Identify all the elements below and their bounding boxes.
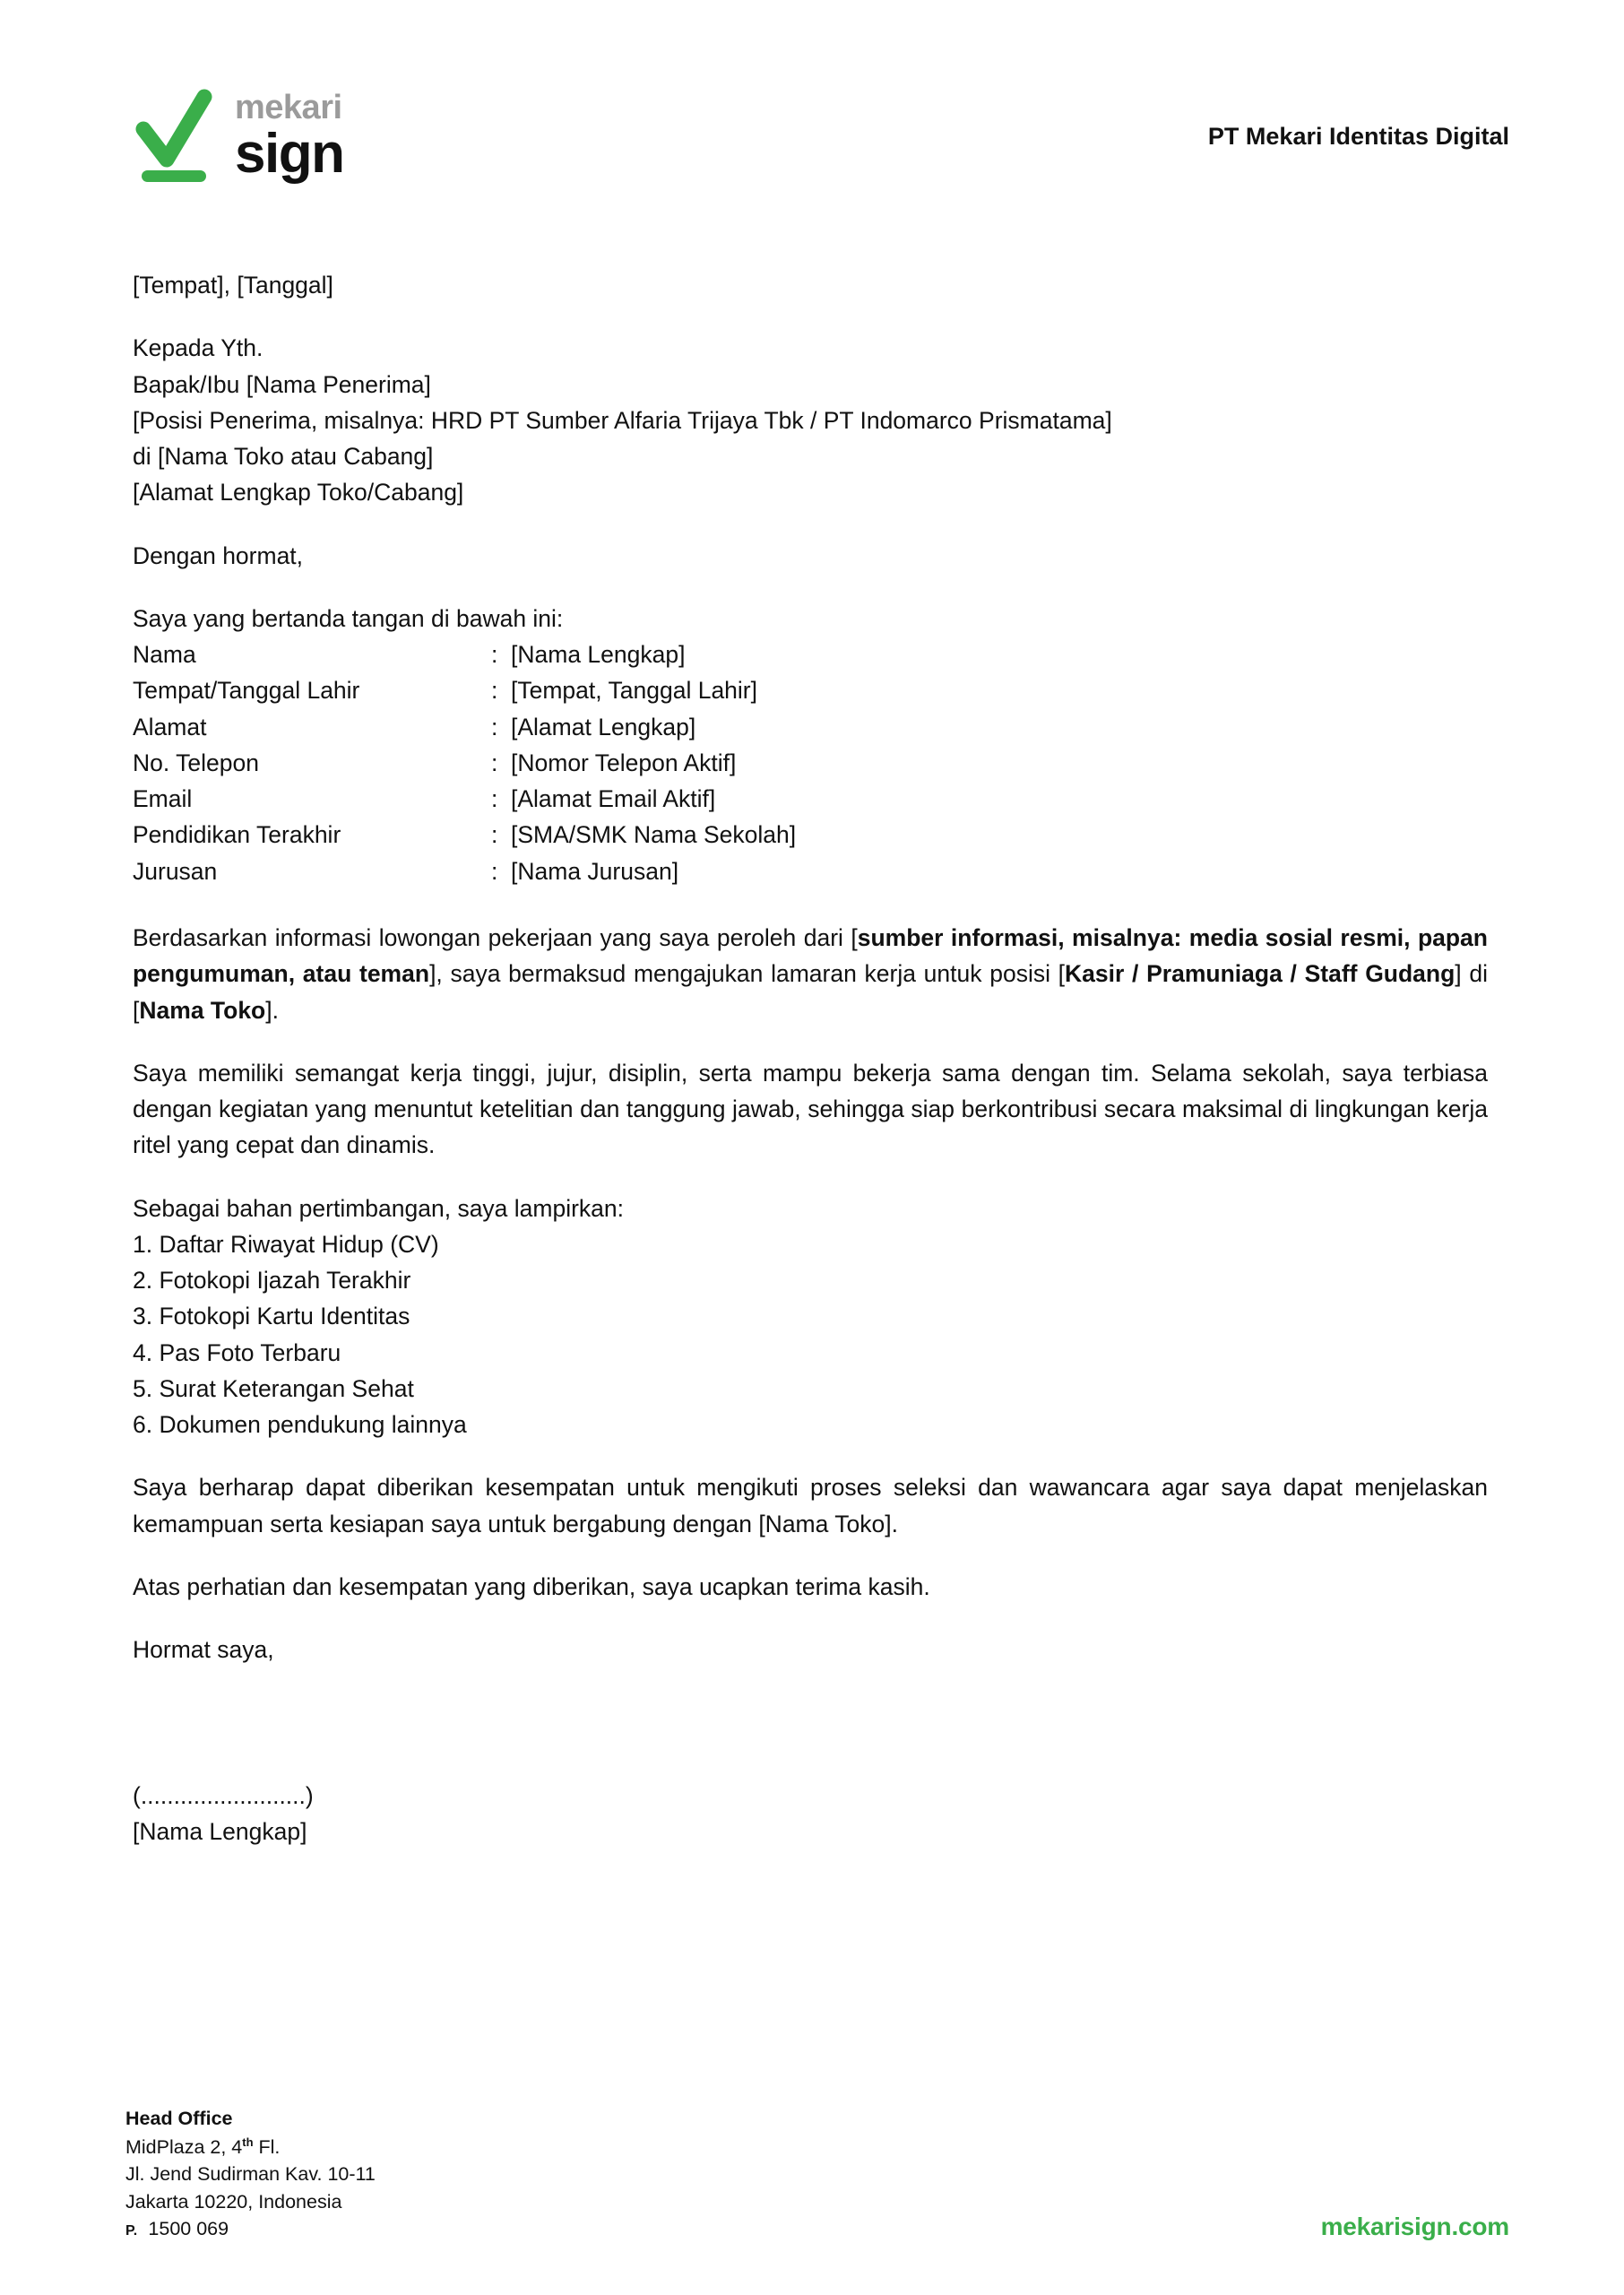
recipient-address: [Alamat Lengkap Toko/Cabang]: [133, 479, 464, 507]
list-item: 2. Fotokopi Ijazah Terakhir: [133, 1267, 411, 1295]
footer-phone-number: 1500 069: [148, 2218, 229, 2240]
personal-data-rows: [133, 637, 796, 889]
mekari-sign-logo: [133, 84, 343, 188]
logo-mekari-text: mekari: [235, 89, 342, 126]
footer-phone: [125, 2215, 376, 2243]
personal-data-intro: Saya yang bertanda tangan di bawah ini:: [133, 604, 564, 632]
footer-address-line-3: Jakarta 10220, Indonesia: [125, 2190, 342, 2213]
field-value: [Alamat Lengkap]: [511, 713, 696, 740]
thanks-paragraph: Atas perhatian dan kesempatan yang diberikan, saya ucapkan terima kasih.: [133, 1572, 930, 1600]
source-bold3: Nama Toko: [139, 996, 266, 1024]
field-separator: :: [491, 641, 498, 669]
source-paragraph: [133, 920, 1488, 1028]
recipient-salutation: Kepada Yth.: [133, 334, 263, 362]
field-value: [Tempat, Tanggal Lahir]: [511, 677, 757, 705]
greeting-line: Dengan hormat,: [133, 541, 304, 569]
list-item: 4. Pas Foto Terbaru: [133, 1338, 341, 1366]
place-date-line: [Tempat], [Tanggal]: [133, 272, 333, 299]
field-value: [SMA/SMK Nama Sekolah]: [511, 821, 797, 849]
document-footer: [125, 2105, 1509, 2243]
field-label: Alamat: [133, 713, 207, 740]
recipient-name: Bapak/Ibu [Nama Penerima]: [133, 370, 431, 398]
footer-website-link[interactable]: mekarisign.com: [1320, 2213, 1509, 2240]
document-header: [133, 82, 1509, 190]
field-label: Jurusan: [133, 857, 218, 885]
hope-paragraph: Saya berharap dapat diberikan kesempatan untuk mengikuti proses seleksi dan wawancara agar saya dapat menjelaskan kemampuan serta kesiapan saya untuk bergabung dengan [Nama Toko].: [133, 1474, 1488, 1537]
signature-space: [133, 1695, 1488, 1778]
source-part4: ].: [265, 996, 279, 1024]
table-row: [133, 672, 796, 708]
footer-address-line-1-pre: MidPlaza 2, 4: [125, 2135, 243, 2158]
field-separator: :: [491, 857, 498, 885]
source-part2: ], saya bermaksud mengajukan lamaran kerja untuk posisi [: [429, 960, 1066, 988]
company-name: PT Mekari Identitas Digital: [1207, 122, 1509, 150]
footer-address-line-1: [125, 2134, 376, 2161]
field-separator: :: [491, 821, 498, 849]
table-row: [133, 781, 796, 817]
source-part3: ] di [: [133, 960, 1488, 1024]
list-item: 3. Fotokopi Kartu Identitas: [133, 1303, 410, 1330]
logo-wordmark: [235, 89, 344, 185]
source-bold1: sumber informasi, misalnya: media sosial resmi, papan pengumuman, atau teman: [133, 923, 1488, 988]
table-row: [133, 745, 796, 781]
recipient-position: [Posisi Penerima, misalnya: HRD PT Sumber Alfaria Trijaya Tbk / PT Indomarco Prismatama]: [133, 406, 1112, 434]
field-separator: :: [491, 749, 498, 776]
letter-body: [133, 267, 1488, 1849]
field-separator: :: [491, 677, 498, 705]
footer-address-line-2: Jl. Jend Sudirman Kav. 10-11: [125, 2163, 376, 2186]
footer-office-title: Head Office: [125, 2108, 233, 2130]
source-part1: Berdasarkan informasi lowongan pekerjaan yang saya peroleh dari [: [133, 923, 858, 951]
closing-line: Hormat saya,: [133, 1636, 274, 1664]
personal-data-table: [133, 637, 796, 889]
footer-address-line-1-post: Fl.: [253, 2135, 281, 2158]
field-value: [Nama Lengkap]: [511, 641, 686, 669]
list-item: 6. Dokumen pendukung lainnya: [133, 1411, 467, 1439]
table-row: [133, 817, 796, 853]
field-label: No. Telepon: [133, 749, 259, 776]
field-label: Email: [133, 785, 193, 813]
field-label: Pendidikan Terakhir: [133, 821, 341, 849]
attachments-list: [133, 1226, 1488, 1443]
table-row: [133, 709, 796, 745]
footer-address-block: [125, 2105, 376, 2243]
signature-block: [133, 1778, 1488, 1850]
green-check-underline-icon: [133, 84, 215, 188]
field-value: [Nama Jurusan]: [511, 857, 679, 885]
table-row: [133, 637, 796, 672]
footer-floor-superscript: th: [242, 2135, 254, 2149]
motivation-paragraph: Saya memiliki semangat kerja tinggi, jujur, disiplin, serta mampu bekerja sama dengan tim. Selama sekolah, saya terbiasa dengan kegiatan yang menuntut ketelitian dan tanggung jawab, sehingga siap berkontribusi secara maksimal di lingkungan kerja ritel yang cepat dan dinamis.: [133, 1059, 1488, 1159]
field-separator: :: [491, 713, 498, 740]
field-label: Nama: [133, 641, 196, 669]
signature-name: [Nama Lengkap]: [133, 1817, 307, 1845]
footer-phone-label: P.: [125, 2223, 138, 2239]
field-separator: :: [491, 785, 498, 813]
spacer: [133, 889, 1488, 920]
logo-sign-text: sign: [235, 123, 344, 185]
field-value: [Nomor Telepon Aktif]: [511, 749, 737, 776]
recipient-block: [133, 330, 1488, 510]
field-label: Tempat/Tanggal Lahir: [133, 677, 360, 705]
signature-dotted-line: (.........................): [133, 1781, 314, 1809]
list-item: 5. Surat Keterangan Sehat: [133, 1374, 414, 1402]
list-item: 1. Daftar Riwayat Hidup (CV): [133, 1230, 439, 1258]
recipient-store: di [Nama Toko atau Cabang]: [133, 443, 434, 471]
source-bold2: Kasir / Pramuniaga / Staff Gudang: [1065, 960, 1456, 988]
attachments-intro: Sebagai bahan pertimbangan, saya lampirkan:: [133, 1194, 625, 1222]
field-value: [Alamat Email Aktif]: [511, 785, 716, 813]
table-row: [133, 853, 796, 889]
